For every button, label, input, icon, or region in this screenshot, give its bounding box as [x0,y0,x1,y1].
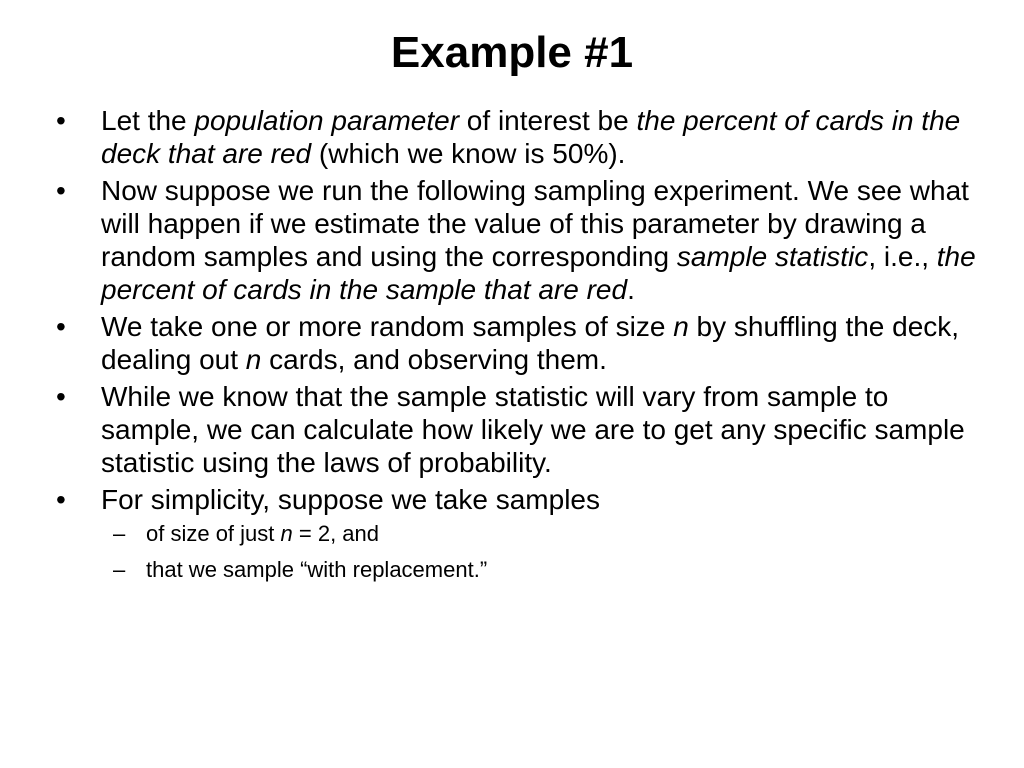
sub-bullet-dash: – [113,521,126,546]
sub-bullet-dash: – [113,557,126,582]
sub-bullet-item [101,556,976,584]
bullet-dot: • [56,175,66,206]
bullet-text: We take one or more random samples of size n by shuffling the deck, dealing out n cards, and observing them. [101,311,960,375]
bullet-dot: • [56,311,66,342]
bullet-item [56,310,976,376]
sub-bullet-list [101,520,976,584]
bullet-item [56,483,976,584]
bullet-text: Let the population parameter of interest be the percent of cards in the deck that are red (which we know is 50%). [101,105,961,169]
bullet-text: Now suppose we run the following sampling experiment. We see what will happen if we estimate the value of this parameter by drawing a random samples and using the corresponding sample statistic, i.e., the percent of cards in the sample that are red. [101,175,976,305]
bullet-item [56,104,976,170]
bullet-item [56,380,976,479]
bullet-text: For simplicity, suppose we take samples [101,484,600,515]
bullet-dot: • [56,381,66,412]
bullet-text: While we know that the sample statistic will vary from sample to sample, we can calculate how likely we are to get any specific sample statistic using the laws of probability. [101,381,965,478]
slide-title: Example #1 [390,28,634,77]
sub-bullet-item [101,520,976,548]
sub-bullet-text: of size of just n = 2, and [146,521,380,546]
bullet-dot: • [56,105,66,136]
sub-bullet-text: that we sample “with replacement.” [146,557,488,582]
bullet-list [56,104,976,592]
bullet-dot: • [56,484,66,515]
bullet-item [56,174,976,306]
